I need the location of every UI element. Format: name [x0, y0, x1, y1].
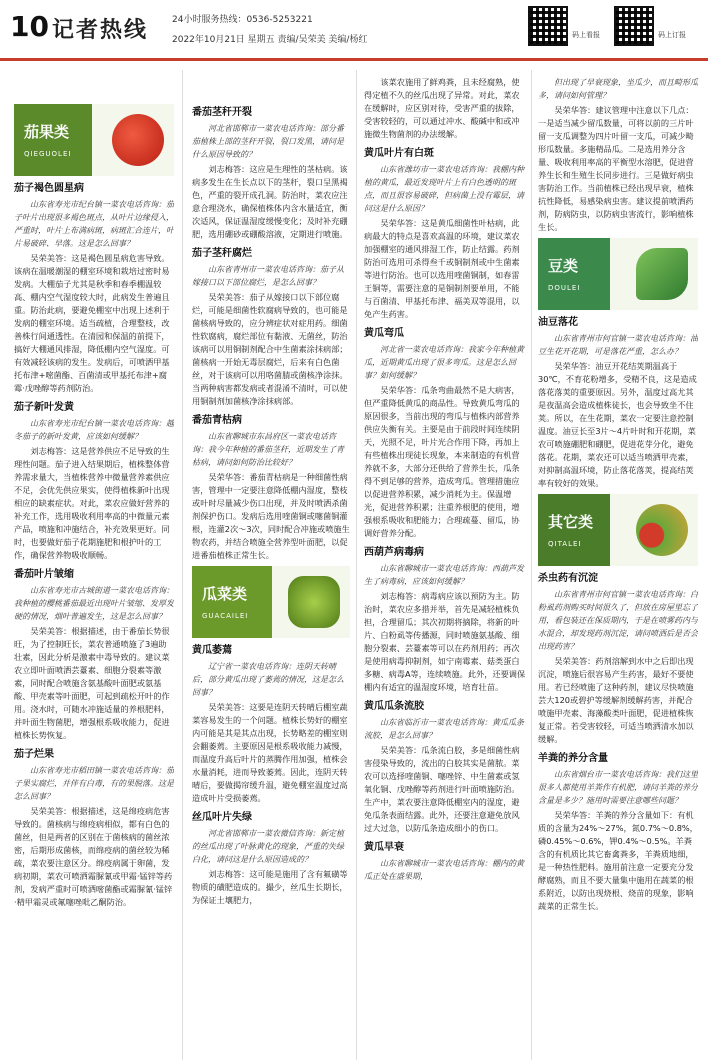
article — [538, 752, 698, 913]
banner-subtitle: QIEGUOLEI — [24, 150, 72, 158]
article-question: 河北省邯郸市一菜农电话咨询：部分番茄植株上部的茎秆开裂，裂口发黑，请问是什么原因导致的？ — [192, 124, 344, 159]
article-question: 山东省潍坊市一菜农电话咨询：我棚内种植的黄瓜，最近发现叶片上有白色透明的斑点，而且很容易破碎，但病菌上没有霉层，请问这是什么原因？ — [364, 165, 524, 213]
banner-title: 瓜菜类 — [202, 585, 248, 603]
section-title: 记者热线 — [52, 18, 149, 43]
article — [14, 568, 174, 742]
article-heading: 茄子烂果 — [14, 749, 54, 760]
header-divider — [0, 58, 708, 61]
article-heading: 黄瓜弯瓜 — [364, 328, 404, 339]
column-3 — [364, 76, 526, 1060]
article-heading: 茄子褐色圆星病 — [14, 183, 84, 194]
article — [192, 811, 350, 907]
article-answer: 吴荣美答：茄子从嫁接口以下部位腐烂，可能是细菌性软腐病导致的，也可能是菌核病导致的，应分辨症状对症用药。细菌性软腐病，腐烂部位有黏液、无菌丝，防治该病可以用铜制剂配合中生菌素涂抹病部；菌核病一开始无毒层腐烂，后来有白色菌丝，对于该病可以用咯菌腈或菌核净涂抹。当两种病害都发病或者混淆不清时，可以使用铜制剂加菌核净涂抹病部。 — [192, 292, 348, 406]
column-divider — [182, 70, 183, 1060]
qr-code-icon[interactable] — [614, 6, 654, 46]
article-heading: 丝瓜叶片失绿 — [192, 812, 252, 823]
qr-label-read: 码上看报 — [572, 31, 600, 39]
banner-subtitle: GUACAILEI — [202, 612, 249, 620]
banner-subtitle: DOULEI — [548, 284, 581, 292]
article-answer: 刘志梅答：病毒病应该以预防为主。防治时，菜农应多措并举，首先是减轻植株负担，合理留瓜；其次初期将摘除，将新的叶片、白粉虱等传播源，同时喷施氨基酸、细胞分裂素、芸薹素等可以在药剂用药；再次是使用病毒抑制剂，如宁南霉素、菇类蛋白多糖、病毒A等，连续喷施。此外，还要调保棚内有适宜的温湿度环境，培育壮苗。 — [364, 591, 526, 692]
article-answer: 吴荣华答：番茄青枯病是一种细菌性病害，管理中一定要注意降低棚内湿度，整枝或叶时尽量减少伤口出现，并及时喷洒杀菌剂保护伤口。发病后选用喹菌铜或噻菌铜灌根，连灌2次～3次，同时配合冲施或喷施生物农药，并结合喷施全营养型叶面肥，以促进番茄植株正常生长。 — [192, 472, 350, 560]
article-answer: 吴荣美答：这是褐色圆星病危害导致。该病在温暖潮湿的棚室环境和栽培过密时易发病。大棚茄子尤其是秋季和春季棚温较高、棚内空气湿度较大时，此病发生普遍且重。防治此病，要避免棚室中出现上述利于发病的棚室环境。适当疏植，合理整枝，改善株行间通透性。在清园和保温的前提下，搞好大棚通风排湿，降低棚内空气湿度。可有效减轻该病的发生。发病后，可喷洒甲基托布津+嘧菌酯、百菌清或甲基托布津+腐霉·戊唑醇等药剂防治。 — [14, 253, 170, 393]
article — [192, 644, 350, 805]
article-question: 山东省寿光市稻田镇一菜农电话咨询：茄子果实腐烂，并伴有白毒，有的果脱落。这是怎么回事？ — [14, 766, 174, 801]
article — [538, 572, 698, 746]
article-answer: 吴荣美答：瓜条流白胶，多是细菌性病害侵染导致的，流出的白胶其实是菌脓。菜农可以选择喹菌铜、噻唑锌、中生菌素或氢氧化铜、戊唑醇等药剂进行叶面喷施防治。生产中，菜农要注意降低棚室内的湿度，避免瓜条表面结露。此外，还要注意避免放风过大过急，以防瓜条造成细小的伤口。 — [364, 745, 520, 833]
column-divider — [356, 70, 357, 1060]
tomato-icon — [112, 114, 164, 166]
article-answer: 吴荣华答：这是黄瓜细菌性叶枯病，此病最大的特点是喜欢高温的环境，建议菜农加强棚室的通风排湿工作，防止结露。药剂防治可选用可杀得叁千或铜制剂或中生菌素等进行防治。也可以选用喹菌铜制，如春雷王铜等，需要注意的是铜制剂要单用，不能与百菌清、甲基托布津、福美双等混用，以免产生药害。 — [364, 218, 520, 319]
article — [364, 841, 526, 883]
article-question-continued: 但出现了早衰现象，坐瓜少，而且畸形瓜多，请问如何管理？ — [538, 78, 698, 100]
article-heading: 番茄茎秆开裂 — [192, 107, 252, 118]
article-heading: 黄瓜萎蔫 — [192, 645, 232, 656]
column-2 — [192, 100, 350, 1060]
article-answer: 吴荣华答：瓜条弯曲最然不是大病害，但严重降低黄瓜的商品性。导致黄瓜弯瓜的原因很多，当前出现的弯瓜与植株内部营养供应失衡有关。主要是由于前段时间连续阴天，光照不足，叶片光合作用下降，再加上有些植株出现徒长现象，本来制造的有机营养就不多，大部分还供给了营养生长，瓜条得不到足够的营养，造成弯瓜。管理措施应以促进营养积累，减少消耗为主。保温增光，促进营养积累；注重养根肥的使用，增强根系吸收和肥能力；合理疏蔓、留瓜，协调好营养分配。 — [364, 385, 520, 538]
article — [364, 700, 526, 835]
article — [364, 147, 526, 321]
article-answer: 吴荣美答：药剂溶解到水中之后即出现沉淀，喷施后很容易产生药害，最好不要使用。若已经喷施了这种药剂，建议尽快喷施芸大120或碧护等缓解剂缓解药害，并配合喷施甲壳素、海藻酸类叶面肥，促进植株恢复正常。若受害较轻，可适当喷洒清水加以缓解。 — [538, 656, 694, 744]
article-question: 山东省青州市何官镇一菜农电话咨询：白粉虱药剂购买时间很久了，但放在房屋里忘了用，看包装还在保质期内，于是在喷雾药内与水混合，却发现药剂沉淀，请问喷洒后是否会出现药害？ — [538, 590, 698, 651]
vegetables-icon — [636, 504, 688, 556]
article-answer-continued: 该菜农施用了鲜鸡粪，且未经腐熟，使得定植不久的丝瓜出现了异常。对此，菜农在缓解时，应区别对待，受害严重的拔除，受害较轻的，可以通过冲水、酸碱中和或冲施微生物菌剂的办法缓解。 — [364, 77, 520, 139]
banner-melon — [192, 566, 350, 638]
article-answer: 吴荣美答：根据描述，这是绵疫病危害导致的。菌核病与绵疫病相似，都有白色的菌丝，但是两者的区别在于菌核病的菌丝浓密，后期形成菌核，而绵疫病的菌丝较为稀疏，菜农要注意区分。绵疫病属于卵菌，发病初期，菜农可喷洒霜脲氰或甲霜·锰锌等药剂，发病严重时可喷洒嘧菌酯或霜脲氰·锰锌·精甲霜灵或氟噻唑吡乙酮防治。 — [14, 806, 173, 907]
article-heading: 番茄青枯病 — [192, 415, 242, 426]
article — [364, 327, 526, 540]
article-heading: 黄瓜叶片有白斑 — [364, 148, 434, 159]
article-question: 山东省寿光市古城街道一菜农电话咨询：我种植的樱桃番茄最近出现叶片皱缩、发厚发硬的情况，烟叶普遍发生，这是怎么回事？ — [14, 586, 174, 621]
column-divider — [531, 70, 532, 1060]
banner-title: 其它类 — [548, 513, 594, 531]
article — [192, 414, 350, 562]
article — [14, 182, 174, 395]
article-question: 山东省聊城市一菜农电话咨询：棚内的黄瓜正处在盛果期， — [364, 859, 524, 881]
article-answer: 吴荣华答：建议管理中注意以下几点：一是适当减少留瓜数量，可将以前的三片叶留一支瓜调整为四片叶留一支瓜，可减少畸形瓜数量。多施精品瓜。二是选用养分含量、吸收利用率高的平衡型水溶肥，促进营养生长和生殖生长同步进行。三是做好病虫害防治工作。当前植株已经出现早衰，植株抗性降低，易感染病虫害。建议提前喷洒药剂，防病防虫，以防病虫害流行，影响植株生长。 — [538, 105, 694, 232]
article-question: 山东省寿光市纪台镇一菜农电话咨询：越冬茄子的新叶发黄，应该如何缓解？ — [14, 419, 174, 441]
page-number: 10 — [10, 10, 49, 43]
article-question: 山东省聊城市一菜农电话咨询：西葫芦发生了病毒病，应该如何缓解？ — [364, 564, 524, 586]
qr-code-icon[interactable] — [528, 6, 568, 46]
article-answer: 刘志梅答：这是营养供应不足导致的生理性问题。茄子进入结果期后，植株整体营养需求量大，当植株营养中微量营养素供应不足，会优先供应果实，使得植株新叶出现相应的缺素症状。对此，菜农应做好营养的补充工作，选用吸收利用率高的中微量元素产品，喷施和冲施结合，补充效果更好。同时，也要做好茄子花期施肥和根护叶的工作，确保营养物吸收顺畅。 — [14, 446, 170, 560]
issue-info: 2022年10月21日 星期五 责编/吴荣美 美编/杨红 — [172, 35, 368, 45]
article-heading: 茄子茎秆腐烂 — [192, 248, 252, 259]
article-heading: 杀虫药有沉淀 — [538, 573, 598, 584]
article-heading: 黄瓜瓜条流胶 — [364, 701, 424, 712]
banner-bean — [538, 238, 698, 310]
article — [14, 748, 174, 909]
article — [192, 247, 350, 408]
article-question: 河北省一菜农电话咨询：我家今年种植黄瓜，近期黄瓜出现了很多弯瓜。这是怎么回事？如何缓解？ — [364, 345, 524, 380]
hotline-text: 24小时服务热线：0536-5253221 — [172, 15, 313, 25]
article — [364, 546, 526, 694]
article — [14, 401, 174, 562]
article-heading: 油豆落花 — [538, 317, 578, 328]
page-header — [0, 0, 708, 60]
article-answer: 刘志梅答：这应是生理性的茎枯病。该病多发生在生长点以下的茎秆，裂口呈黑褐色，严重的裂开成孔洞。防治时，菜农应注意合理浇水，确保植株体内含水量适宜，衡次适风，保证温湿度缓慢变化；及时补充硼肥，选用硼砂或硼酸溶液，定期进行喷施。 — [192, 164, 348, 239]
article-heading: 黄瓜早衰 — [364, 842, 404, 853]
article-question: 山东省青州市一菜农电话咨询：茄子从嫁接口以下部位腐烂，是怎么回事？ — [192, 265, 344, 287]
cucumber-icon — [288, 576, 340, 628]
article-question: 河北省邯郸市一菜农微信咨询：新定植的丝瓜出现了叶脉黄化的现象，严重的失绿白化，请问这是什么原因造成的？ — [192, 829, 344, 864]
article-heading: 羊粪的养分含量 — [538, 753, 608, 764]
banner-other — [538, 494, 698, 566]
article-question: 山东省青州市何官镇一菜农电话咨询：油豆生花开花期，可是落花严重，怎么办？ — [538, 334, 698, 356]
article-question: 辽宁省一菜农电话咨询：连阴天转晴后，部分黄瓜出现了萎蔫的情况，这是怎么回事？ — [192, 662, 344, 697]
article-heading: 茄子新叶发黄 — [14, 402, 74, 413]
article-heading: 番茄叶片皱缩 — [14, 569, 74, 580]
article-answer: 吴荣美答：这要是连阴天转晴后棚室蔬菜容易发生的一个问题。植株长势好的棚室内可能是其是其点出现，长势略差的棚室则会翻萎蔫。主要原因是根系吸收能力减慢，而温度升高后叶片的蒸腾作用加强，植株会水量消耗，进而导致萎蔫。因此，连阴天转晴后，要做揭帘缓升温，避免棚室温度过高造成叶片受损萎蔫。 — [192, 702, 348, 803]
article-question: 山东省寿光市纪台镇一菜农电话咨询：茄子叶片出现很多褐色斑点，从叶片边缘侵入，严重时，叶片上布满病斑，病斑汇合连片，叶片易破碎、早落。这是怎么回事？ — [14, 200, 174, 248]
banner-subtitle: QITALEI — [548, 540, 582, 548]
column-4 — [538, 76, 698, 1060]
column-1 — [14, 100, 174, 1060]
article — [538, 316, 698, 490]
pea-pod-icon — [636, 248, 688, 300]
banner-eggplant — [14, 104, 174, 176]
banner-title: 豆类 — [548, 257, 579, 275]
article-question: 山东省烟台市一菜农电话咨询：我们这里很多人都使用羊粪作有机肥，请问羊粪的养分含量是多少？施用时需要注意哪些问题？ — [538, 770, 698, 805]
article — [538, 76, 698, 234]
article — [192, 106, 350, 241]
article-question: 山东省临沂市一菜农电话咨询：黄瓜瓜条流胶，是怎么回事？ — [364, 718, 524, 740]
article — [364, 76, 526, 141]
article-answer: 刘志梅答：这可能是施用了含有氟磺等物质的磺肥造成的。撮少，丝瓜生长期长，为保证土壤肥力， — [192, 869, 348, 905]
qr-label-subscribe: 码上订报 — [658, 31, 686, 39]
article-answer: 吴荣华答：羊粪的养分含量如下：有机质的含量为24%～27%，氮0.7%～0.8%，磷0.45%～0.6%，钾0.4%～0.5%。羊粪含的有机质比其它畜禽粪多，羊粪质地细，是一种热性肥料。施用前注意一定要充分发酵腐熟，而且不要大量集中施用在蔬菜的根系附近，以防出现烧根、烧苗的现象，影响蔬菜的正常生长。 — [538, 810, 698, 911]
article-answer: 吴荣美答：根据描述，由于番茄长势很旺，为了控制旺长，菜农普通喷施了3遍助壮素，因此分析是激素中毒导致的。建议菜农立即叶面喷洒芸薹素、细胞分裂素等激素，同时配合喷施含氨基酸叶面肥或氨基酸、甲壳素等叶面肥，可起到疏松开叶的作用。浇水时，可随水冲施适量的养根肥料，并叶面生物菌肥，增强根系吸收能力，促进植株长势恢复。 — [14, 626, 170, 740]
article-answer: 吴荣华答：油豆开花结荚期温高于30℃，不育花粉增多，受精不良，这是造成落花落荚的重要原因。另外，温度过高尤其是夜温高会造成植株徒长，也会导致坐不住荚。所以，在生花期，菜农一定要注意控制温度。油豆长至3片～4片叶时和开花期，菜农可喷施硼肥和硼肥，促进花芽分化，避免落花。花期，菜农还可以适当喷洒甲壳素，对抑制高温环境，防止落花落荚，提高结荚率有较好的效果。 — [538, 361, 697, 488]
article-heading: 西葫芦病毒病 — [364, 547, 424, 558]
article-question: 山东省聊城市东昌府区一菜农电话咨询：我今年种植的番茄茎秆，近期发生了青枯病，请问如何防治比较好？ — [192, 432, 344, 467]
banner-title: 茄果类 — [24, 123, 70, 141]
